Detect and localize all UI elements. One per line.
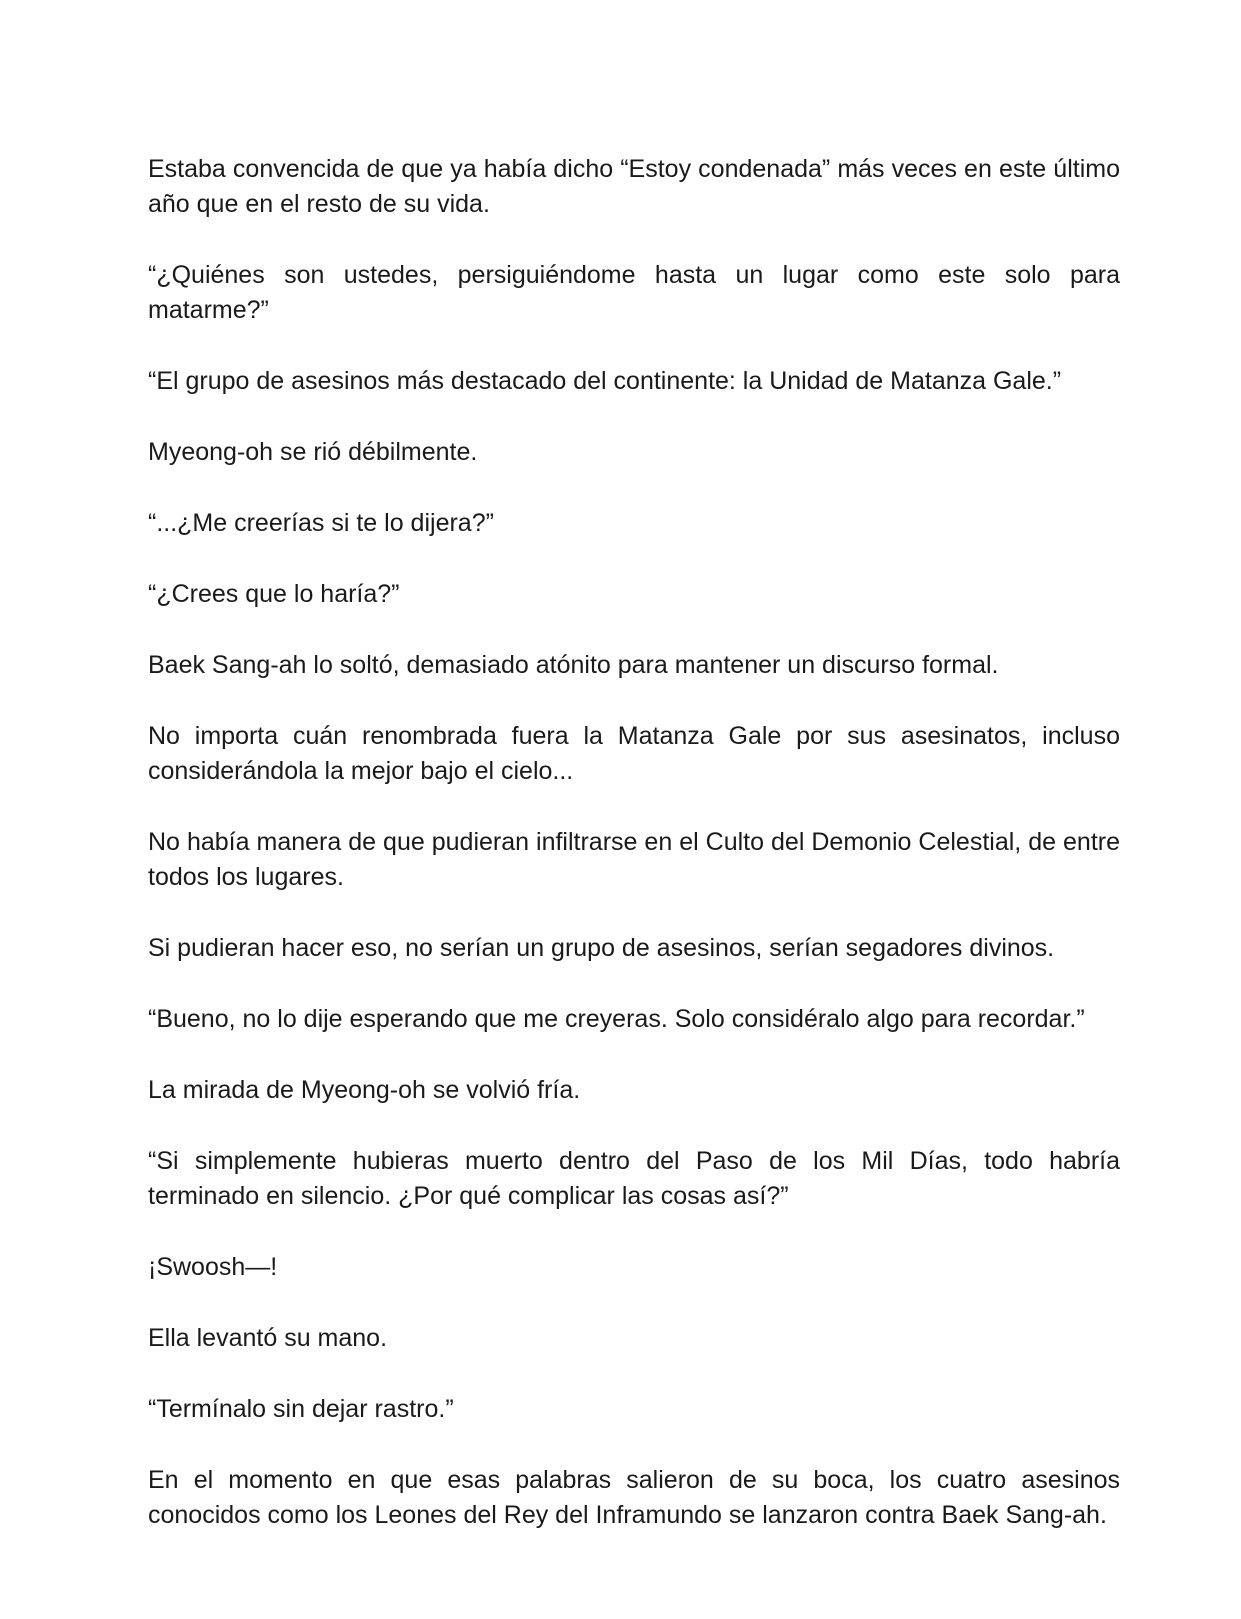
paragraph: Si pudieran hacer eso, no serían un grupo de asesinos, serían segadores divinos. bbox=[148, 934, 1055, 962]
paragraph: “Bueno, no lo dije esperando que me creyeras. Solo considéralo algo para recordar.” bbox=[148, 1005, 1085, 1033]
paragraph: “...¿Me creerías si te lo dijera?” bbox=[148, 509, 494, 537]
paragraph: “¿Crees que lo haría?” bbox=[148, 580, 400, 608]
document-body bbox=[148, 152, 1120, 1533]
paragraph: “Si simplemente hubieras muerto dentro del Paso de los Mil Días, todo habría terminado en silencio. ¿Por qué complicar las cosas así?” bbox=[148, 1147, 1120, 1210]
paragraph: No importa cuán renombrada fuera la Matanza Gale por sus asesinatos, incluso considerándola la mejor bajo el cielo... bbox=[148, 722, 1120, 785]
paragraph: Ella levantó su mano. bbox=[148, 1324, 388, 1352]
paragraph: “Termínalo sin dejar rastro.” bbox=[148, 1395, 454, 1423]
paragraph: Myeong-oh se rió débilmente. bbox=[148, 438, 478, 466]
paragraph: “El grupo de asesinos más destacado del continente: la Unidad de Matanza Gale.” bbox=[148, 367, 1062, 395]
paragraph: Estaba convencida de que ya había dicho “Estoy condenada” más veces en este último año que en el resto de su vida. bbox=[148, 155, 1120, 218]
paragraph: No había manera de que pudieran infiltrarse en el Culto del Demonio Celestial, de entre todos los lugares. bbox=[148, 828, 1120, 891]
paragraph: ¡Swoosh—! bbox=[148, 1253, 278, 1281]
paragraph: “¿Quiénes son ustedes, persiguiéndome hasta un lugar como este solo para matarme?” bbox=[148, 261, 1120, 324]
paragraph: En el momento en que esas palabras salieron de su boca, los cuatro asesinos conocidos como los Leones del Rey del Inframundo se lanzaron contra Baek Sang-ah. bbox=[148, 1466, 1120, 1529]
paragraph: La mirada de Myeong-oh se volvió fría. bbox=[148, 1076, 581, 1104]
paragraph: Baek Sang-ah lo soltó, demasiado atónito para mantener un discurso formal. bbox=[148, 651, 999, 679]
